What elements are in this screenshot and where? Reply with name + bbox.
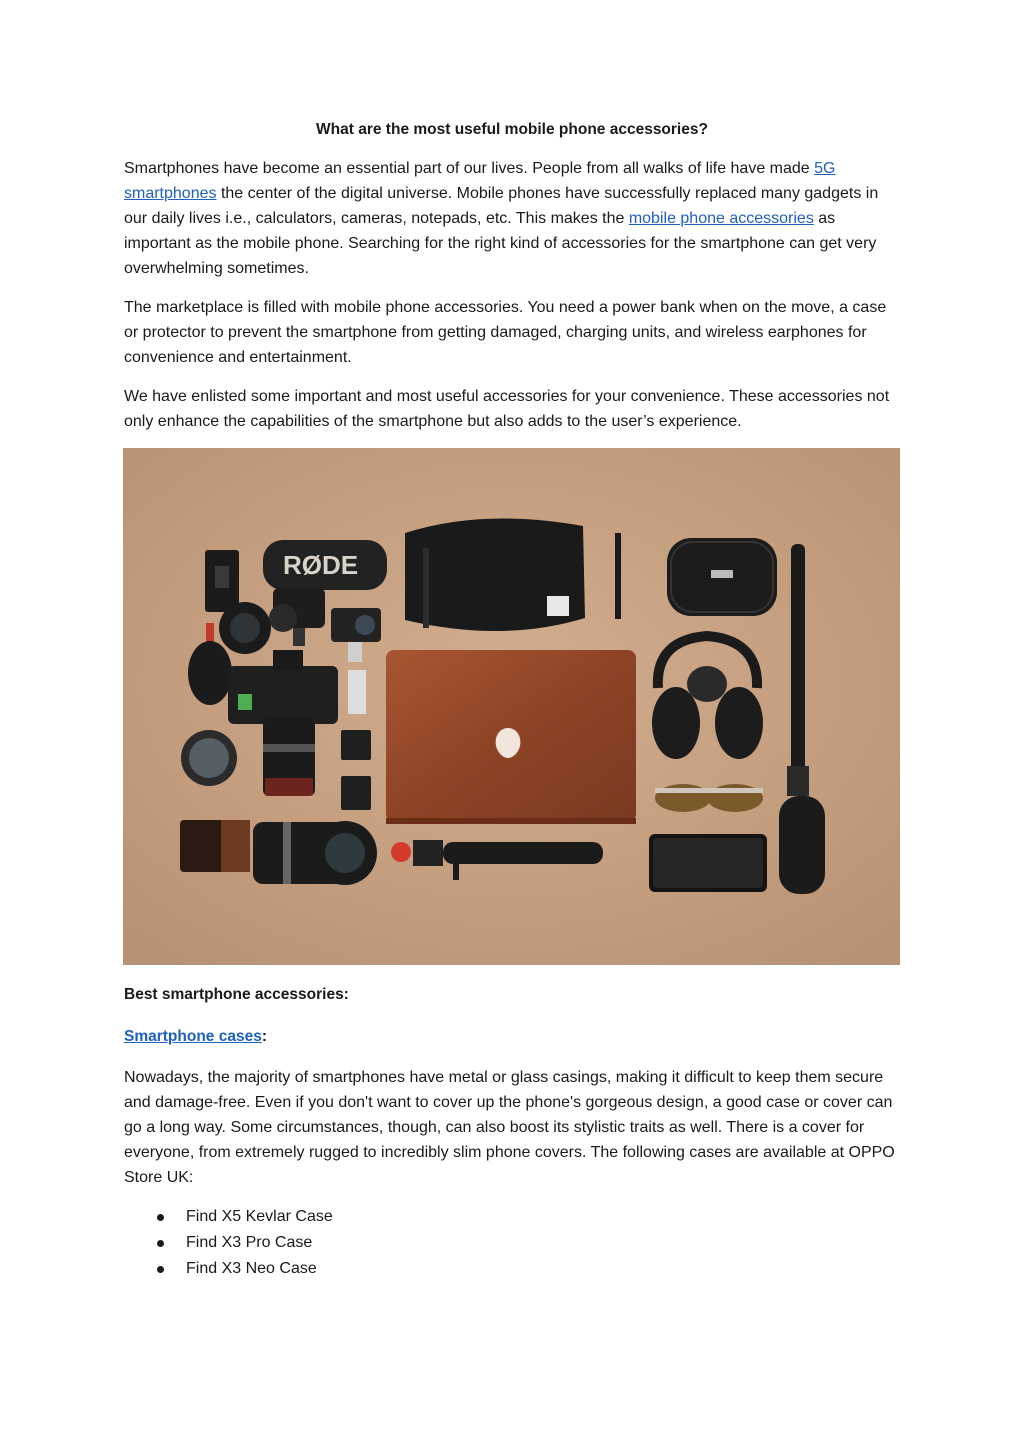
article [124, 118, 900, 1282]
heading-colon: : [261, 1028, 268, 1045]
list-item [186, 1230, 900, 1256]
large-lens-icon [253, 821, 377, 885]
article-title: What are the most useful mobile phone accessories? [316, 121, 708, 138]
lens-filter-icon [181, 730, 237, 786]
smartphone-icon [649, 834, 767, 892]
waist-bag-icon [405, 518, 585, 631]
5g-smartphones-link[interactable]: 5G smartphones [124, 160, 836, 202]
best-accessories-heading: Best smartphone accessories: [124, 986, 349, 1003]
screwdriver-bits-icon [348, 670, 366, 714]
laptop-icon [386, 650, 636, 824]
wallet-icon [180, 820, 250, 872]
list-item-label: Find X3 Pro Case [186, 1234, 313, 1251]
intro-paragraph [124, 156, 900, 281]
cases-paragraph: Nowadays, the majority of smartphones have metal or glass casings, making it difficult to keep them secure and damage-free. Even if you don't want to cover up the phone's gorgeous design, a good case or cover can go a long way. Some circumstances, though, can also boost its stylistic traits as well. There is a cover for everyone, from extremely rugged to incredibly slim phone covers. The following cases are available at OPPO Store UK: [124, 1069, 895, 1186]
svg-text:RØDE: RØDE [283, 550, 359, 580]
case-list [124, 1204, 900, 1282]
bullet-icon [157, 1240, 164, 1247]
intro-text-3: as important as the mobile phone. Searching for the right kind of accessories for the smartphone can get very overwhelming sometimes. [124, 210, 877, 277]
bullet-icon [157, 1266, 164, 1273]
marketplace-paragraph: The marketplace is filled with mobile phone accessories. You need a power bank when on the move, a case or protector to prevent the smartphone from getting damaged, charging units, and wireless earphones for convenience and entertainment. [124, 299, 887, 366]
list-item-label: Find X5 Kevlar Case [186, 1208, 333, 1225]
mobile-phone-accessories-link[interactable]: mobile phone accessories [628, 210, 814, 227]
accessories-flatlay-photo [123, 448, 900, 965]
smartphone-cases-link[interactable]: Smartphone cases [124, 1028, 262, 1045]
list-item-label: Find X3 Neo Case [186, 1260, 317, 1277]
intro-text-2: the center of the digital universe. Mobile phones have successfully replaced many gadgets in our daily lives i.e., calculators, cameras, notepads, etc. This makes the [124, 185, 879, 227]
intro-text-1: Smartphones have become an essential part of our lives. People from all walks of life have made [124, 160, 815, 177]
bullet-icon [157, 1214, 164, 1221]
pen-icon [615, 533, 621, 619]
list-item [186, 1256, 900, 1282]
tripod-plate-icon [205, 550, 239, 612]
small-lens-icon [219, 602, 271, 654]
smartphone-cases-heading [124, 1025, 900, 1049]
list-item [186, 1204, 900, 1230]
enlisted-paragraph: We have enlisted some important and most useful accessories for your convenience. These accessories not only enhance the capabilities of the smartphone but also adds to the user’s experience. [124, 388, 890, 430]
dji-case-icon [667, 538, 777, 616]
lens-cap-icon [269, 604, 297, 632]
